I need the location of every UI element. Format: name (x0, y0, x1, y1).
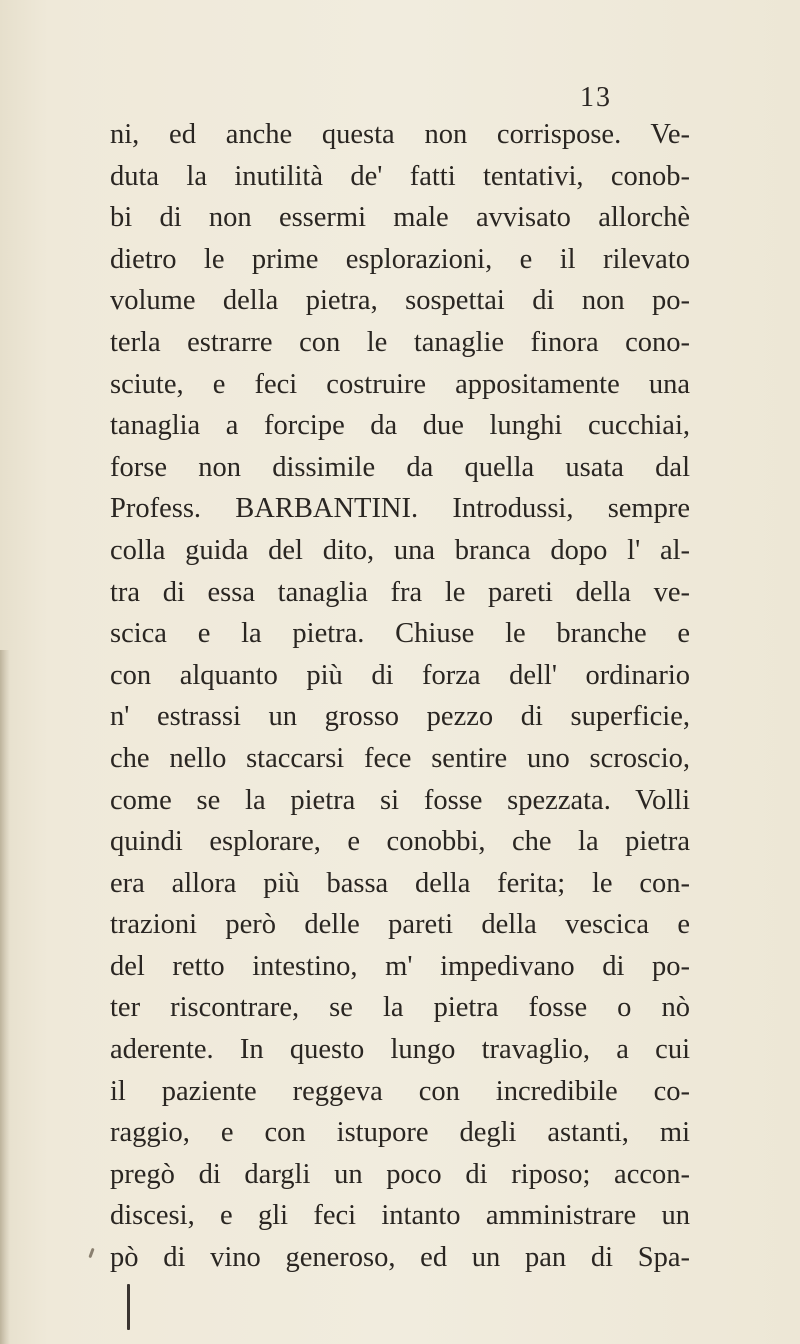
text-line-13: scica e la pietra. Chiuse le branche e (110, 618, 690, 650)
text-line-19: era allora più bassa della ferita; le con- (110, 867, 690, 899)
text-line-21: del retto intestino, m' impedivano di po- (110, 950, 690, 982)
text-line-3: bi di non essermi male avvisato allorchè (110, 202, 690, 234)
text-line-11: colla guida del dito, una branca dopo l' al- (110, 534, 690, 566)
text-line-6: terla estrarre con le tanaglie finora cono- (110, 326, 690, 358)
text-line-9: forse non dissimile da quella usata dal (110, 451, 690, 483)
body-text (110, 114, 690, 1279)
text-line-2: duta la inutilità de' fatti tentativi, conob- (110, 160, 690, 192)
text-line-20: trazioni però delle pareti della vescica e (110, 909, 690, 941)
text-line-12: tra di essa tanaglia fra le pareti della ve- (110, 576, 690, 608)
text-line-24: il paziente reggeva con incredibile co- (110, 1075, 690, 1107)
text-line-17: come se la pietra si fosse spezzata. Volli (110, 784, 690, 816)
text-line-5: volume della pietra, sospettai di non po- (110, 285, 690, 317)
text-line-25: raggio, e con istupore degli astanti, mi (110, 1117, 690, 1149)
text-line-26: pregò di dargli un poco di riposo; accon- (110, 1158, 690, 1190)
text-line-28: pò di vino generoso, ed un pan di Spa- (110, 1242, 690, 1274)
paper-speck (88, 1248, 94, 1258)
text-line-4: dietro le prime esplorazioni, e il rilevato (110, 243, 690, 275)
stray-ink-mark (127, 1284, 130, 1330)
text-line-22: ter riscontrare, se la pietra fosse o nò (110, 992, 690, 1024)
text-line-16: che nello staccarsi fece sentire uno scroscio, (110, 742, 690, 774)
text-line-10: Profess. BARBANTINI. Introdussi, sempre (110, 493, 690, 525)
text-line-8: tanaglia a forcipe da due lunghi cucchiai, (110, 410, 690, 442)
page-binding-edge (0, 650, 10, 1344)
text-line-15: n' estrassi un grosso pezzo di superficie, (110, 701, 690, 733)
text-line-27: discesi, e gli feci intanto amministrare un (110, 1200, 690, 1232)
text-line-7: sciute, e feci costruire appositamente una (110, 368, 690, 400)
text-line-14: con alquanto più di forza dell' ordinario (110, 659, 690, 691)
text-line-1: ni, ed anche questa non corrispose. Ve- (110, 119, 690, 150)
text-line-23: aderente. In questo lungo travaglio, a cui (110, 1034, 690, 1066)
page-number: 13 (580, 82, 612, 113)
text-line-18: quindi esplorare, e conobbi, che la pietra (110, 826, 690, 858)
